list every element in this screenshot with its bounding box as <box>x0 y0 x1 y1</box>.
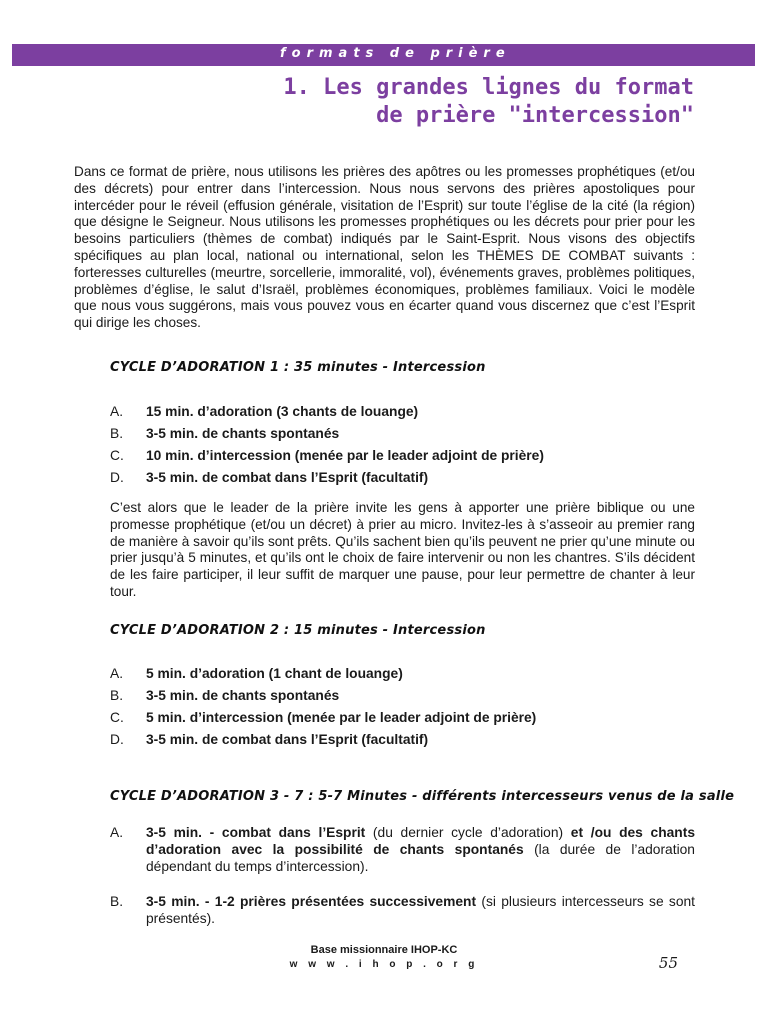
page-title <box>283 74 694 130</box>
footer-url: w w w . i h o p . o r g <box>289 959 479 970</box>
section-banner <box>12 44 755 66</box>
cycle-3-item-b: B. 3-5 min. - 1-2 prières présentées successivement (si plusieurs intercesseurs se sont présentés). <box>110 894 696 926</box>
cycle-2-list <box>110 666 695 749</box>
cycle-1-paragraph: C’est alors que le leader de la prière invite les gens à apporter une prière biblique ou une promesse prophétique (et/ou un décret) à prier au micro. Invitez-les à s’asseoir au premier rang de manière à savoir qu’ils sont prêts. Qu’ils sachent bien qu’ils peuvent ne prier qu’une minute ou prier jusqu’à 5 minutes, et qu’ils ont le choix de faire intervenir ou non les chantres. S’ils décident de les faire participer, il leur suffit de marquer une pause, pour leur permettre de chanter à leur tour. <box>110 500 695 599</box>
list-item: D. 3-5 min. de combat dans l’Esprit (facultatif) <box>110 732 429 747</box>
cycle-1-heading: CYCLE D’ADORATION 1 : 35 minutes - Intercession <box>110 360 486 375</box>
cycle-2-heading: CYCLE D’ADORATION 2 : 15 minutes - Intercession <box>110 623 486 638</box>
list-item: B. 3-5 min. de chants spontanés <box>110 426 340 441</box>
footer-org: Base missionnaire IHOP-KC <box>310 944 458 956</box>
list-item: C. 10 min. d’intercession (menée par le leader adjoint de prière) <box>110 448 544 463</box>
cycle-1-list <box>110 404 695 487</box>
cycle-3-heading: CYCLE D’ADORATION 3 - 7 : 5-7 Minutes - différents intercesseurs venus de la salle <box>110 789 735 804</box>
title-line-1: 1. Les grandes lignes du format <box>283 75 694 100</box>
banner-title: formats de prière <box>280 46 511 61</box>
intro-paragraph: Dans ce format de prière, nous utilisons les prières des apôtres ou les promesses prophétiques (et/ou des décrets) pour entrer dans l’intercession. Nous nous servons des prières apostoliques pour intercéder pour le réveil (effusion générale, visitation de l’Esprit) sur toute l’église de la cité (la région) que désigne le Seigneur. Nous utilisons les promesses prophétiques ou les décrets pour prier pour les besoins particuliers (thèmes de combat) indiqués par le Saint-Esprit. Nous visons des objectifs spécifiques au plan local, national ou international, selon les THÈMES DE COMBAT suivants : forteresses culturelles (meurtre, sorcellerie, immoralité, vol), événements graves, problèmes politiques, problèmes d’église, le salut d’Israël, problèmes économiques, problèmes familiaux. Voici le modèle que nous vous suggérons, mais vous pouvez vous en écarter quand vous discernez que c’est l’Esprit qui dirige les choses. <box>74 164 695 331</box>
page-number: 55 <box>658 954 678 972</box>
list-item: D. 3-5 min. de combat dans l’Esprit (facultatif) <box>110 470 429 485</box>
list-item: A. 5 min. d’adoration (1 chant de louange) <box>110 666 403 681</box>
list-item: C. 5 min. d’intercession (menée par le leader adjoint de prière) <box>110 710 537 725</box>
title-line-2: de prière "intercession" <box>376 103 694 128</box>
cycle-3-item-a: A. 3-5 min. - combat dans l’Esprit (du dernier cycle d’adoration) et /ou des chants d’adoration avec la possibilité de chants spontanés (la durée de l’adoration dépendant du temps d’intercession). <box>110 825 695 874</box>
list-item: A. 15 min. d’adoration (3 chants de louange) <box>110 404 419 419</box>
list-item: B. 3-5 min. de chants spontanés <box>110 688 340 703</box>
